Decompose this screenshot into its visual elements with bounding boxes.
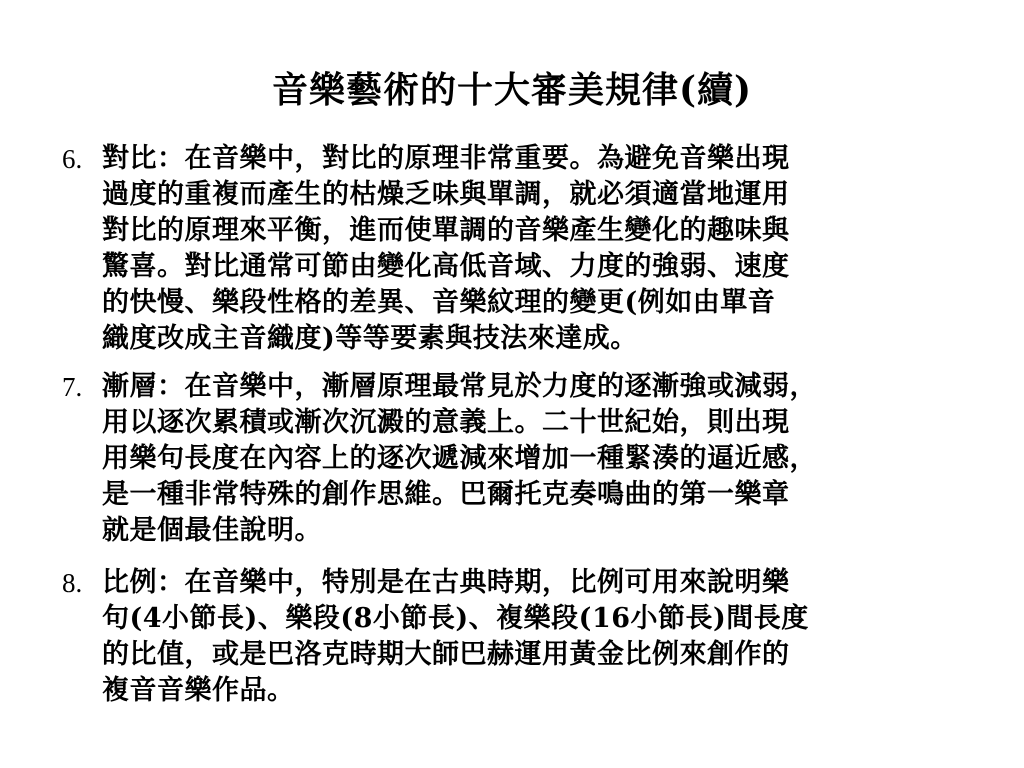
point-number: 7. (62, 372, 83, 402)
point-line: 過度的重複而產生的枯燥乏味與單調，就必須適當地運用 (102, 179, 790, 210)
point-line: 對比的原理來平衡，進而使單調的音樂產生變化的趣味與 (102, 215, 790, 246)
point-body (102, 141, 1002, 357)
point-line: 比例：在音樂中，特別是在古典時期，比例可用來說明樂 (102, 567, 790, 598)
point-line: 織度改成主音織度)等等要素與技法來達成。 (102, 323, 638, 354)
point-body (102, 565, 1002, 709)
point-number: 8. (62, 568, 83, 598)
point-line: 用以逐次累積或漸次沉澱的意義上。二十世紀始，則出現 (102, 407, 790, 438)
point-line: 用樂句長度在內容上的逐次遞減來增加一種緊湊的逼近感， (102, 443, 817, 474)
point-line: 對比：在音樂中，對比的原理非常重要。為避免音樂出現 (102, 143, 790, 174)
point-line: 是一種非常特殊的創作思維。巴爾托克奏鳴曲的第一樂章 (102, 479, 790, 510)
point-line: 就是個最佳說明。 (102, 515, 322, 546)
point-line: 複音音樂作品。 (102, 675, 295, 706)
point-body (102, 369, 1002, 549)
point-number: 6. (62, 144, 83, 174)
point-line: 句(4小節長)、樂段(8小節長)、複樂段(16小節長)間長度 (102, 603, 809, 634)
point-line: 驚喜。對比通常可節由變化高低音域、力度的強弱、速度 (102, 251, 790, 282)
slide-title: 音樂藝術的十大審美規律(續) (271, 69, 753, 111)
point-line: 的快慢、樂段性格的差異、音樂紋理的變更(例如由單音 (102, 287, 776, 318)
point-line: 漸層：在音樂中，漸層原理最常見於力度的逐漸強或減弱， (102, 371, 817, 402)
point-line: 的比值，或是巴洛克時期大師巴赫運用黃金比例來創作的 (102, 639, 790, 670)
